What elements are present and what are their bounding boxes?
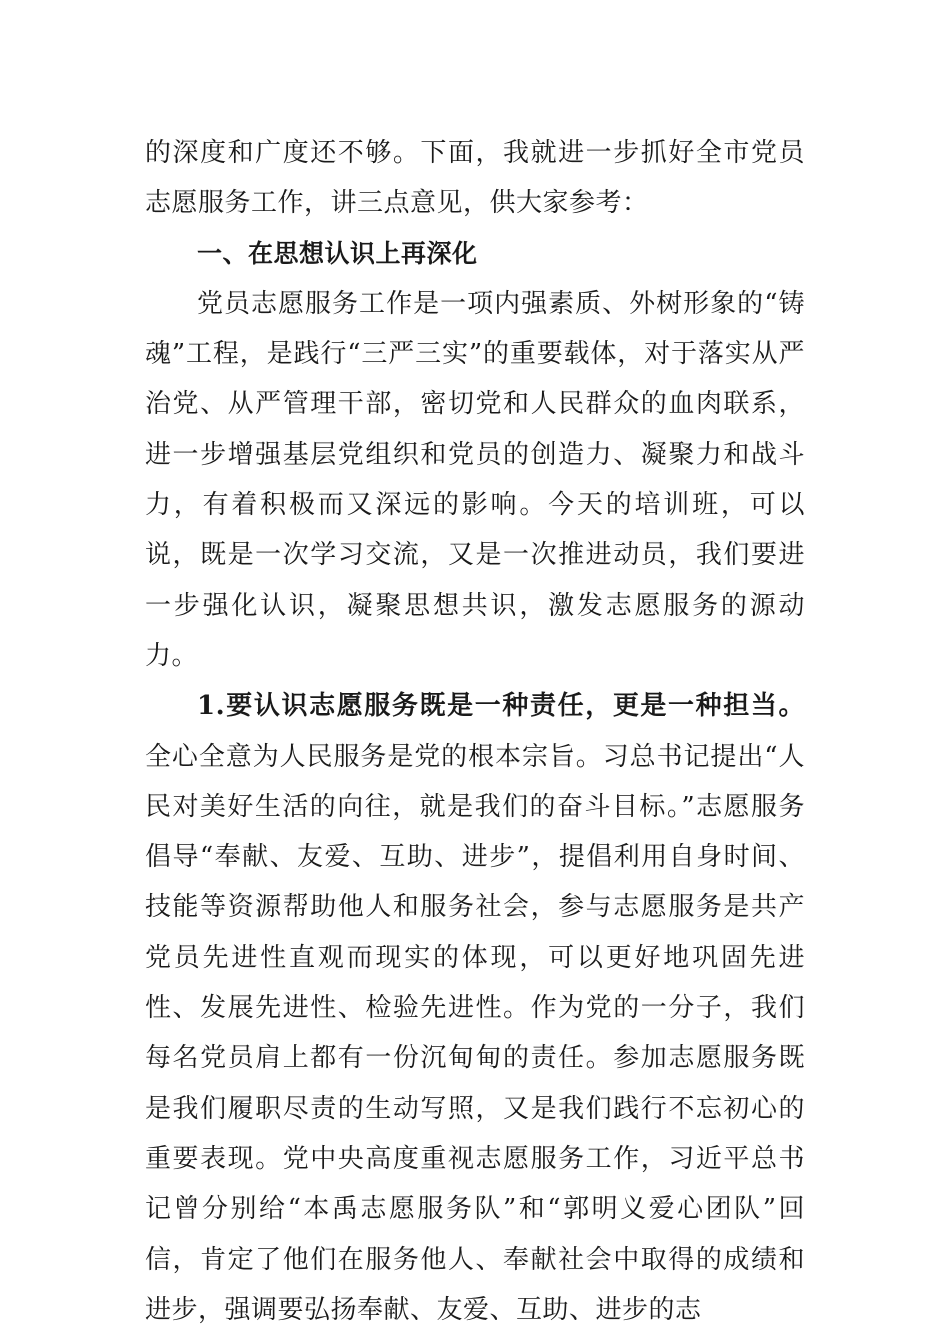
paragraph-lead-sentence: 1.要认识志愿服务既是一种责任，更是一种担当。 — [197, 691, 805, 722]
paragraph-point-1 — [145, 681, 805, 1335]
section-heading: 一、在思想认识上再深化 — [197, 238, 478, 268]
paragraph-continuation: 的深度和广度还不够。下面，我就进一步抓好全市党员志愿服务工作，讲三点意见，供大家参考： — [145, 138, 805, 219]
paragraph-point-1-text: 全心全意为人民服务是党的根本宗旨。习总书记提出“人民对美好生活的向往，就是我们的奋斗目标。”志愿服务倡导“奉献、友爱、互助、进步”，提倡利用自身时间、技能等资源帮助他人和服务社会，参与志愿服务是共产党员先进性直观而现实的体现，可以更好地巩固先进性、发展先进性、检验先进性。作为党的一分子，我们每名党员肩上都有一份沉甸甸的责任。参加志愿服务既是我们履职尽责的生动写照，又是我们践行不忘初心的重要表现。党中央高度重视志愿服务工作，习近平总书记曾分别给“本禹志愿服务队”和“郭明义爱心团队”回信，肯定了他们在服务他人、奉献社会中取得的成绩和进步，强调要弘扬奉献、友爱、互助、进步的志 — [145, 741, 805, 1325]
paragraph-body: 党员志愿服务工作是一项内强素质、外树形象的“铸魂”工程，是践行“三严三实”的重要载体，对于落实从严治党、从严管理干部，密切党和人民群众的血肉联系，进一步增强基层党组织和党员的创造力、凝聚力和战斗力，有着积极而又深远的影响。今天的培训班，可以说，既是一次学习交流，又是一次推进动员，我们要进一步强化认识，凝聚思想共识，激发志愿服务的源动力。 — [145, 288, 805, 671]
document-body — [145, 128, 805, 1335]
